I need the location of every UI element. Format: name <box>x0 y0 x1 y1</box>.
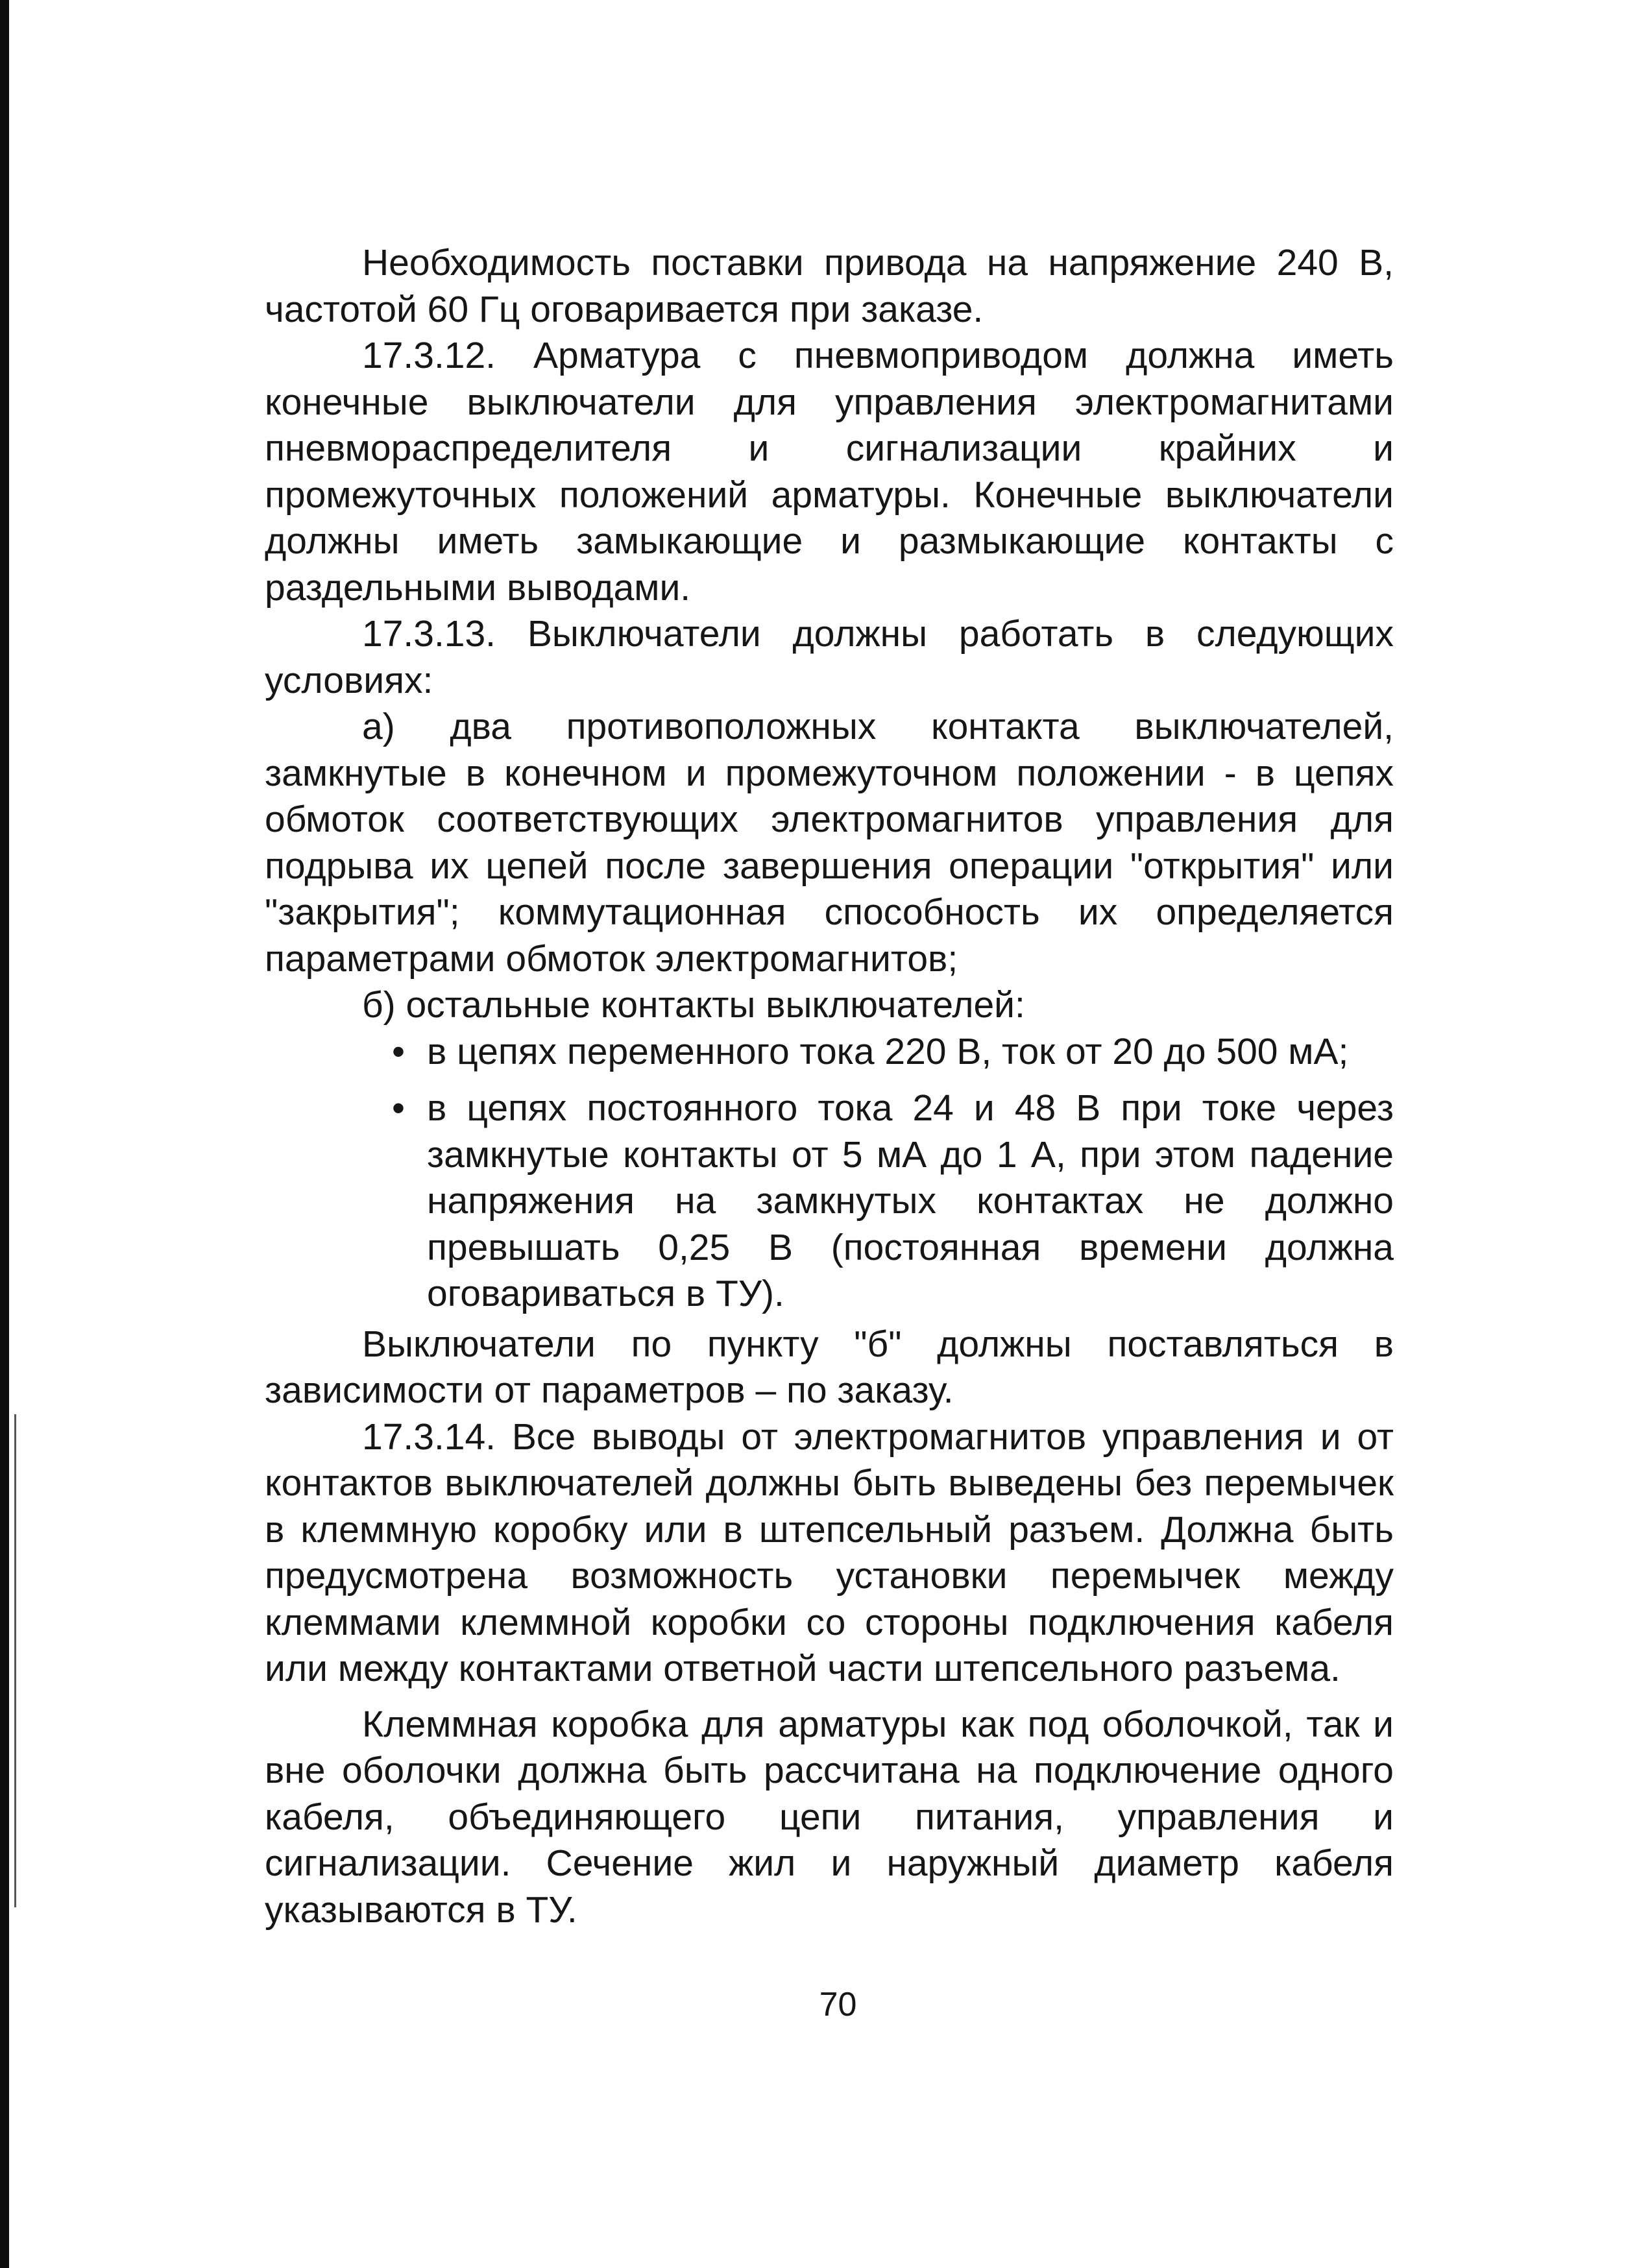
scan-left-edge <box>0 0 9 2268</box>
bullet-icon: • <box>392 1030 405 1072</box>
bullet-list <box>265 1029 1394 1318</box>
list-item-text: в цепях постоянного тока 24 и 48 В при токе через замкнутые контакты от 5 мА до 1 А, при этом падение напряжения на замкнутых контактах не должно превышать 0,25 В (постоянная времени должна оговариваться в ТУ). <box>427 1087 1394 1314</box>
page-number: 70 <box>819 1986 857 2023</box>
paragraph-terminal-box: Клеммная коробка для арматуры как под оболочкой, так и вне оболочки должна быть рассчитана на подключение одного кабеля, объединяющего цепи питания, управления и сигнализации. Сечение жил и наружный диаметр кабеля указываются в ТУ. <box>265 1703 1394 1931</box>
paragraph-17-3-14: 17.3.14. Все выводы от электромагнитов управления и от контактов выключателей должны быть выведены без перемычек в клеммную коробку или в штепсельный разъем. Должна быть предусмотрена возможность установки перемычек между клеммами клеммной коробки со стороны подключения кабеля или между контактами ответной части штепсельного разъема. <box>265 1416 1394 1689</box>
scan-artifact-line <box>14 1414 16 1907</box>
paragraph-17-3-13: 17.3.13. Выключатели должны работать в следующих условиях: <box>265 613 1394 701</box>
page-body <box>265 240 1394 1933</box>
paragraph-delivery-note: Необходимость поставки привода на напряжение 240 В, частотой 60 Гц оговаривается при заказе. <box>265 242 1394 330</box>
list-item <box>265 1085 1394 1318</box>
bullet-icon: • <box>392 1087 405 1129</box>
paragraph-item-a: а) два противоположных контакта выключателей, замкнутые в конечном и промежуточном положении - в цепях обмоток соответствующих электромагнитов управления для подрыва их цепей после завершения операции "открытия" или "закрытия"; коммутационная способность их определяется параметрами обмоток электромагнитов; <box>265 706 1394 980</box>
list-item <box>265 1029 1394 1076</box>
list-item-text: в цепях переменного тока 220 В, ток от 20 до 500 мА; <box>427 1030 1349 1072</box>
paragraph-17-3-12: 17.3.12. Арматура с пневмоприводом должна иметь конечные выключатели для управления электромагнитами пневмораспределителя и сигнализации крайних и промежуточных положений арматуры. Конечные выключатели должны иметь замыкающие и размыкающие контакты с раздельными выводами. <box>265 335 1394 609</box>
paragraph-item-b: б) остальные контакты выключателей: <box>362 984 1025 1026</box>
paragraph-switches-order: Выключатели по пункту "б" должны поставляться в зависимости от параметров – по заказу. <box>265 1323 1394 1411</box>
